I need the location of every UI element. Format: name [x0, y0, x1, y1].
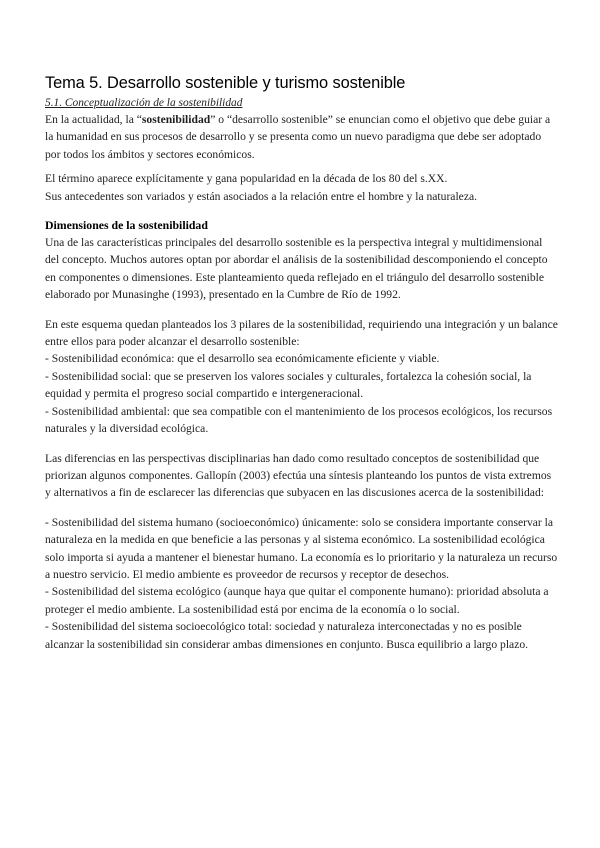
pillar-item: - Sostenibilidad económica: que el desarrollo sea económicamente eficiente y viable.	[45, 352, 440, 366]
system-item: - Sostenibilidad del sistema socioecológico total: sociedad y naturaleza interconectadas y no es posible alcanzar la sostenibilidad sin considerar ambas dimensiones en conjunto. Busca equilibrio a largo plazo.	[45, 620, 529, 651]
intro-text-start: En la actualidad, la “	[45, 113, 142, 126]
term-line: Sus antecedentes son variados y están asociados a la relación entre el hombre y la naturaleza.	[45, 189, 478, 203]
differences-paragraph: Las diferencias en las perspectivas disciplinarias han dado como resultado conceptos de sostenibilidad que priorizan algunos componentes. Gallopín (2003) efectúa una síntesis planteando los puntos de vista extremos y alternativos a fin de esclarecer las diferencias que subyacen en las discusiones acerca de la sostenibilidad:	[45, 451, 552, 500]
intro-bold-term: sostenibilidad	[141, 113, 211, 126]
pillar-item: - Sostenibilidad social: que se preserven los valores sociales y culturales, fortalezca la cohesión social, la equidad y permita el progreso social compartido e intergeneracional.	[45, 369, 532, 401]
pillars-paragraph	[45, 316, 558, 438]
systems-paragraph	[45, 514, 558, 653]
dimensions-heading: Dimensiones de la sostenibilidad	[45, 218, 208, 233]
page-title: Tema 5. Desarrollo sostenible y turismo sostenible	[45, 74, 406, 92]
dimensions-paragraph: Una de las características principales del desarrollo sostenible es la perspectiva integral y multidimensional del concepto. Muchos autores optan por abordar el análisis de la sostenibilidad descomponiendo el concepto en componentes o dimensiones. Este planteamiento queda reflejado en el triángulo del desarrollo sostenible elaborado por Munasinghe (1993), presentado en la Cumbre de Río de 1992.	[45, 236, 548, 302]
pillars-intro: En este esquema quedan planteados los 3 pilares de la sostenibilidad, requiriendo una integración y un balance entre ellos para poder alcanzar el desarrollo sostenible:	[45, 317, 558, 349]
system-item: - Sostenibilidad del sistema humano (socioeconómico) únicamente: solo se considera importante conservar la naturaleza en la medida en que beneficie a las personas y al sistema económico. La sostenibilidad ecológica solo importa si ayuda a mantener el bienestar humano. La economía es lo prioritario y la naturaleza un recurso a nuestro servicio. El medio ambiente es proveedor de recursos y receptor de desechos.	[45, 515, 558, 581]
intro-text-end: ” o “desarrollo sostenible” se enuncian como el objetivo que debe guiar a la humanidad en sus procesos de desarrollo y se presenta como un nuevo paradigma que debe ser adoptado por todos los ámbitos y sectores económicos.	[45, 113, 551, 161]
section-subtitle: 5.1. Conceptualización de la sostenibilidad	[45, 97, 243, 109]
term-line: El término aparece explícitamente y gana popularidad en la década de los 80 del s.XX.	[45, 172, 448, 186]
term-paragraph	[45, 170, 558, 205]
intro-paragraph	[45, 111, 558, 163]
system-item: - Sostenibilidad del sistema ecológico (aunque haya que quitar el componente humano): prioridad absoluta a proteger el medio ambiente. La sostenibilidad está por encima de la economía o lo social.	[45, 585, 549, 616]
pillar-item: - Sostenibilidad ambiental: que sea compatible con el mantenimiento de los procesos ecológicos, los recursos naturales y la diversidad ecológica.	[45, 404, 553, 436]
